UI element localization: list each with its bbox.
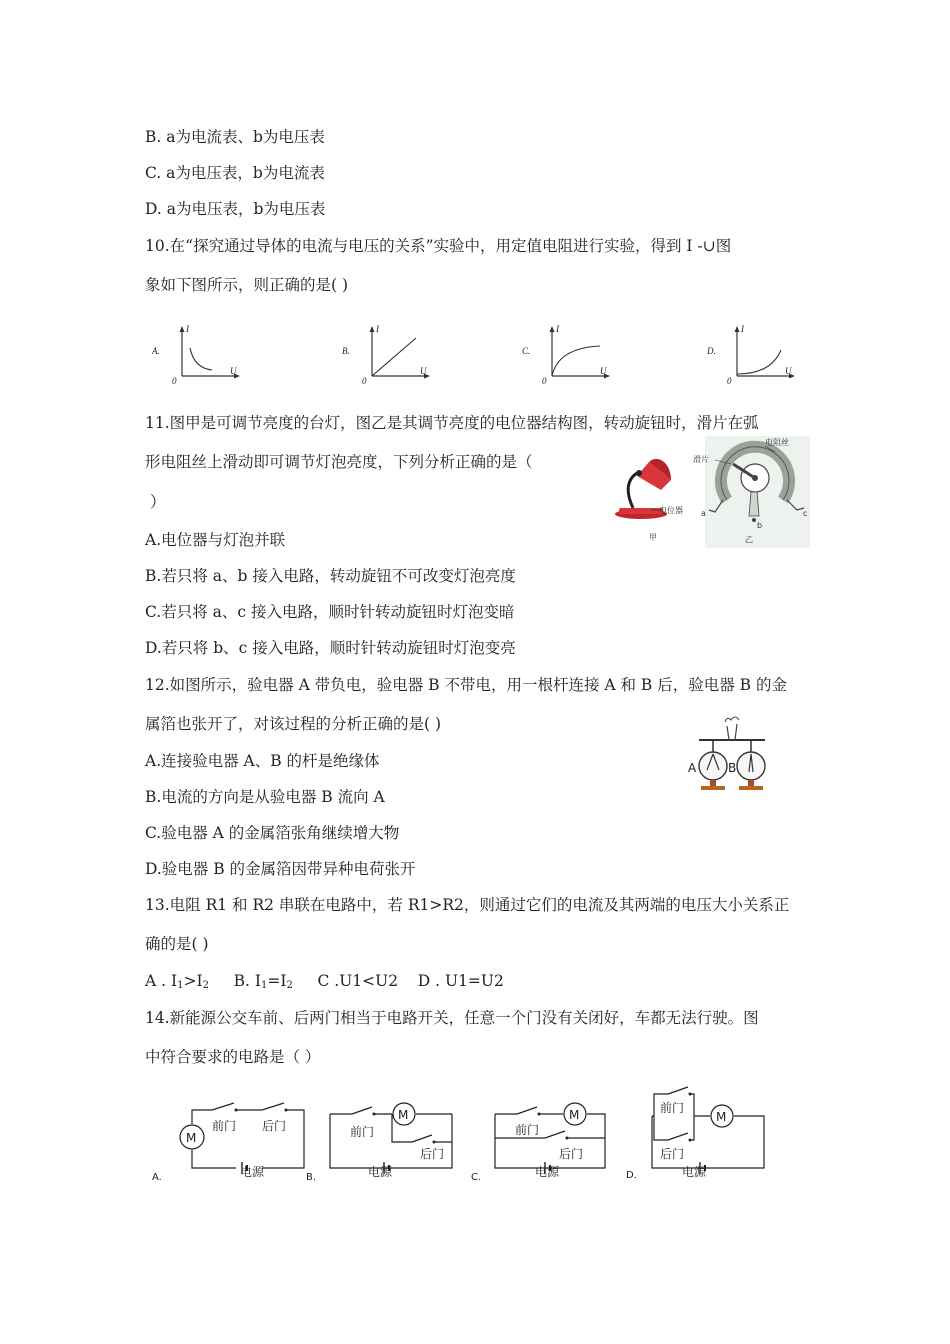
q10-curve-a — [190, 348, 212, 370]
q10-curve-b — [372, 338, 416, 376]
q11-lamp-potentiometer-figure — [605, 436, 810, 548]
svg-text:c: c — [803, 509, 808, 518]
q9-option-d: D. a为电压表，b为电压表 — [145, 200, 326, 218]
svg-text:0: 0 — [727, 376, 732, 386]
svg-text:M: M — [186, 1131, 197, 1145]
q14-circuit-b — [306, 1103, 452, 1183]
q10-graph-a — [151, 324, 240, 386]
svg-text:I: I — [376, 324, 379, 334]
q12-option-d: D.验电器 B 的金属箔因带异种电荷张开 — [145, 860, 416, 878]
svg-text:b: b — [757, 521, 763, 530]
q10-graphs-figure — [140, 318, 820, 390]
svg-text:电位器: 电位器 — [659, 506, 683, 515]
q10-graph-b — [342, 324, 430, 386]
q14-circuit-c — [471, 1103, 605, 1183]
q11-option-d: D.若只将 b、c 接入电路，顺时针转动旋钮时灯泡变亮 — [145, 639, 516, 657]
svg-text:A: A — [688, 761, 697, 775]
q10-graph-c — [522, 324, 610, 386]
svg-text:B.: B. — [306, 1172, 317, 1183]
q14-circuits-figure — [150, 1080, 770, 1192]
svg-text:0: 0 — [542, 376, 547, 386]
svg-text:U: U — [230, 366, 237, 376]
svg-text:M: M — [569, 1108, 580, 1122]
q14-stem-line1: 14.新能源公交车前、后两门相当于电路开关，任意一个门没有关闭好，车都无法行驶。图 — [145, 1009, 759, 1027]
svg-text:C.: C. — [522, 346, 531, 356]
svg-text:0: 0 — [172, 376, 177, 386]
svg-text:I: I — [556, 324, 559, 334]
q11-stem-line2: 形电阻丝上滑动即可调节灯泡亮度，下列分析正确的是（ — [145, 453, 533, 471]
svg-text:后门: 后门 — [420, 1147, 445, 1161]
q11-stem-line1: 11.图甲是可调节亮度的台灯，图乙是其调节亮度的电位器结构图，转动旋钮时，滑片在弧 — [145, 414, 759, 432]
svg-text:D.: D. — [626, 1170, 637, 1181]
svg-text:I: I — [186, 324, 189, 334]
q13-option-b: B. $I_1=I_2$ — [233, 972, 293, 991]
svg-text:滑片: 滑片 — [693, 455, 709, 464]
svg-text:电阻丝: 电阻丝 — [765, 438, 789, 447]
q10-curve-c — [552, 346, 600, 376]
q12-stem-line2: 属箔也张开了，对该过程的分析正确的是( ) — [145, 715, 442, 733]
q13-option-a: A . $I_1>I_2$ — [145, 972, 209, 991]
q11-option-c: C.若只将 a、c 接入电路，顺时针转动旋钮时灯泡变暗 — [145, 603, 515, 621]
q9-option-c: C. a为电压表，b为电流表 — [145, 164, 325, 182]
svg-text:前门: 前门 — [350, 1125, 375, 1139]
q13-stem-line1: 13.电阻 R1 和 R2 串联在电路中，若 R1>R2，则通过它们的电流及其两端的电压大小关系正 — [145, 896, 790, 914]
svg-text:后门: 后门 — [559, 1147, 584, 1161]
lamp-illustration — [615, 459, 683, 542]
svg-text:电源: 电源 — [368, 1165, 393, 1179]
q14-circuit-a — [152, 1103, 304, 1183]
svg-text:后门: 后门 — [262, 1119, 287, 1133]
svg-text:I: I — [741, 324, 744, 334]
q13-stem-line2: 确的是( ) — [145, 935, 209, 953]
svg-text:前门: 前门 — [212, 1119, 237, 1133]
svg-text:C.: C. — [471, 1172, 482, 1183]
svg-text:前门: 前门 — [515, 1123, 540, 1137]
svg-text:B: B — [728, 761, 737, 775]
q12-stem-line1: 12.如图所示，验电器 A 带负电，验电器 B 不带电，用一根杆连接 A 和 B 后，验电器 B 的金 — [145, 676, 787, 694]
svg-text:M: M — [716, 1110, 727, 1124]
q11-option-a: A.电位器与灯泡并联 — [145, 531, 286, 549]
q12-option-b: B.电流的方向是从验电器 B 流向 A — [145, 788, 385, 806]
svg-text:甲: 甲 — [649, 533, 657, 542]
q11-option-b: B.若只将 a、b 接入电路，转动旋钮不可改变灯泡亮度 — [145, 567, 516, 585]
svg-text:U: U — [600, 366, 607, 376]
potentiometer-illustration — [693, 436, 810, 548]
svg-text:电源: 电源 — [240, 1165, 265, 1179]
svg-text:U: U — [420, 366, 427, 376]
q10-stem-line2: 象如下图所示，则正确的是( ) — [145, 276, 349, 294]
q13-options — [145, 971, 504, 996]
svg-text:电源: 电源 — [682, 1165, 707, 1179]
q11-stem-line3: ） — [150, 493, 166, 511]
q14-stem-line2: 中符合要求的电路是（ ） — [145, 1048, 321, 1066]
q12-electroscope-figure — [683, 710, 783, 795]
q10-curve-d — [737, 350, 781, 374]
q13-option-c: C .U1<U2 — [317, 972, 399, 990]
svg-text:M: M — [398, 1108, 409, 1122]
q13-option-d: D . U1=U2 — [417, 972, 504, 990]
q12-option-a: A.连接验电器 A、B 的杆是绝缘体 — [145, 752, 380, 770]
q10-graph-letter: A. — [152, 346, 160, 356]
q10-graph-d — [706, 324, 795, 386]
svg-text:B.: B. — [342, 346, 350, 356]
svg-text:a: a — [701, 509, 706, 518]
svg-text:后门: 后门 — [660, 1147, 685, 1161]
svg-text:前门: 前门 — [660, 1101, 685, 1115]
svg-text:A.: A. — [152, 1172, 162, 1183]
svg-text:D.: D. — [707, 346, 716, 356]
q10-stem-line1: 10.在“探究通过导体的电流与电压的关系”实验中，用定值电阻进行实验，得到 I -∪图 — [145, 237, 732, 255]
q14-circuit-d — [626, 1087, 764, 1181]
svg-text:0: 0 — [362, 376, 367, 386]
svg-text:U: U — [785, 366, 792, 376]
q12-option-c: C.验电器 A 的金属箔张角继续增大物 — [145, 824, 400, 842]
svg-text:电源: 电源 — [535, 1165, 560, 1179]
svg-text:乙: 乙 — [745, 535, 753, 544]
q9-option-b: B. a为电流表、b为电压表 — [145, 128, 325, 146]
